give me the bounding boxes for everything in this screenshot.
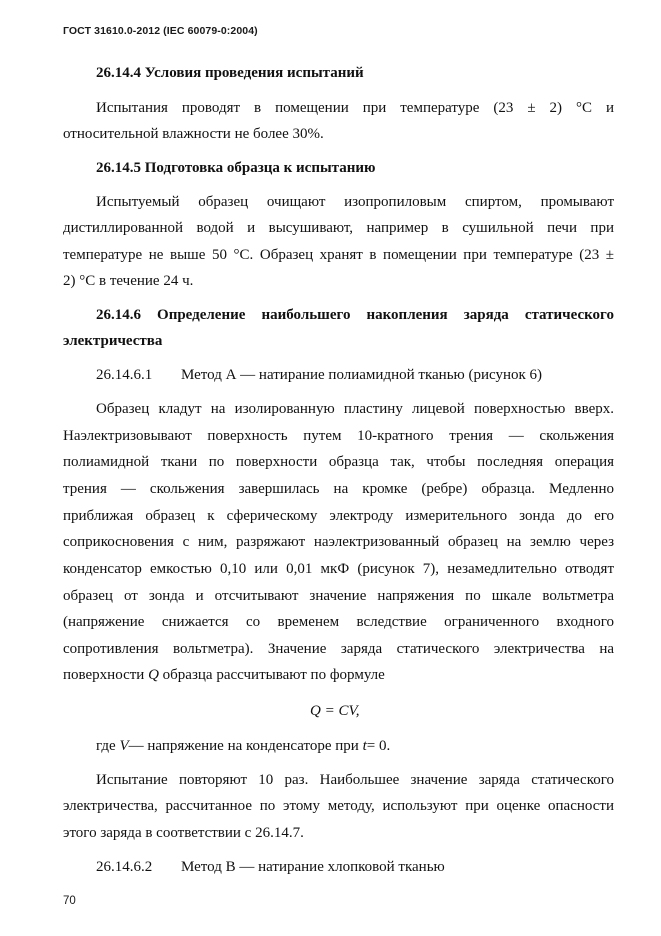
variable-q: Q: [148, 667, 159, 683]
paragraph-line: Испытание повторяют 10 раз. Наибольшее значение заряда статического: [96, 772, 614, 788]
paragraph-line: полиамидной ткани по поверхности образца так, чтобы последняя операция: [63, 454, 614, 470]
text-fragment: образца рассчитывают по формуле: [158, 667, 385, 683]
variable-t: t: [362, 738, 367, 754]
standard-header: ГОСТ 31610.0-2012 (IEC 60079-0:2004): [63, 25, 258, 37]
text-fragment: где: [96, 738, 120, 754]
paragraph-line: (напряжение снижается со временем вследствие ограниченного входного: [63, 614, 614, 630]
section-heading-26-14-4: 26.14.4 Условия проведения испытаний: [96, 65, 364, 81]
paragraph-line: этого заряда в соответствии с 26.14.7.: [63, 825, 304, 841]
paragraph-line: приближая образец к сферическому электроду измерительного зонда до его: [63, 508, 614, 524]
page-number: 70: [63, 895, 76, 907]
method-b-number: 26.14.6.2: [96, 859, 153, 875]
paragraph-line: Испытания проводят в помещении при температуре (23 ± 2) °С и: [96, 100, 614, 116]
paragraph-line: температуре не выше 50 °С. Образец хранят в помещении при температуре (23 ±: [63, 247, 614, 263]
text-fragment: = 0.: [366, 738, 391, 754]
method-a-title: Метод А — натирание полиамидной тканью (рисунок 6): [181, 367, 543, 383]
section-heading-26-14-5: 26.14.5 Подготовка образца к испытанию: [96, 160, 376, 176]
text-fragment: — напряжение на конденсаторе при: [128, 738, 363, 754]
paragraph-line: электричества, рассчитанное по этому методу, используют при оценке опасности: [63, 798, 614, 814]
paragraph-line: трения — скольжения завершилась на кромке (ребре) образца. Медленно: [63, 481, 614, 497]
paragraph-line: сопротивления вольтметра). Значение заряда статического электричества на: [63, 641, 614, 657]
variable-v: V: [119, 738, 129, 754]
paragraph-line: дистиллированной водой и высушивают, например в сушильной печи при: [63, 220, 614, 236]
formula-explanation: [96, 737, 390, 755]
paragraph-line: Испытуемый образец очищают изопропиловым спиртом, промывают: [96, 194, 614, 210]
paragraph-line: 2) °С в течение 24 ч.: [63, 273, 194, 289]
section-heading-26-14-6: 26.14.6 Определение наибольшего накопления заряда статического: [96, 307, 614, 323]
paragraph-line: Наэлектризовывают поверхность путем 10-кратного трения — скольжения: [63, 428, 614, 444]
paragraph-line: соприкосновения с ним, разряжают наэлектризованный образец на землю через: [63, 534, 614, 550]
paragraph-line: Образец кладут на изолированную пластину лицевой поверхностью вверх.: [96, 401, 614, 417]
text-fragment: поверхности: [63, 667, 149, 683]
paragraph-line: конденсатор емкостью 0,10 или 0,01 мкФ (рисунок 7), незамедлительно отводят: [63, 561, 614, 577]
formula: Q = CV,: [310, 703, 360, 719]
paragraph-line: [63, 666, 385, 684]
method-a-number: 26.14.6.1: [96, 367, 153, 383]
paragraph-line: образец от зонда и отсчитывают значение напряжения по шкале вольтметра: [63, 588, 614, 604]
section-heading-26-14-6-cont: электричества: [63, 333, 163, 349]
paragraph-line: относительной влажности не более 30%.: [63, 126, 324, 142]
method-b-title: Метод В — натирание хлопковой тканью: [181, 859, 445, 875]
